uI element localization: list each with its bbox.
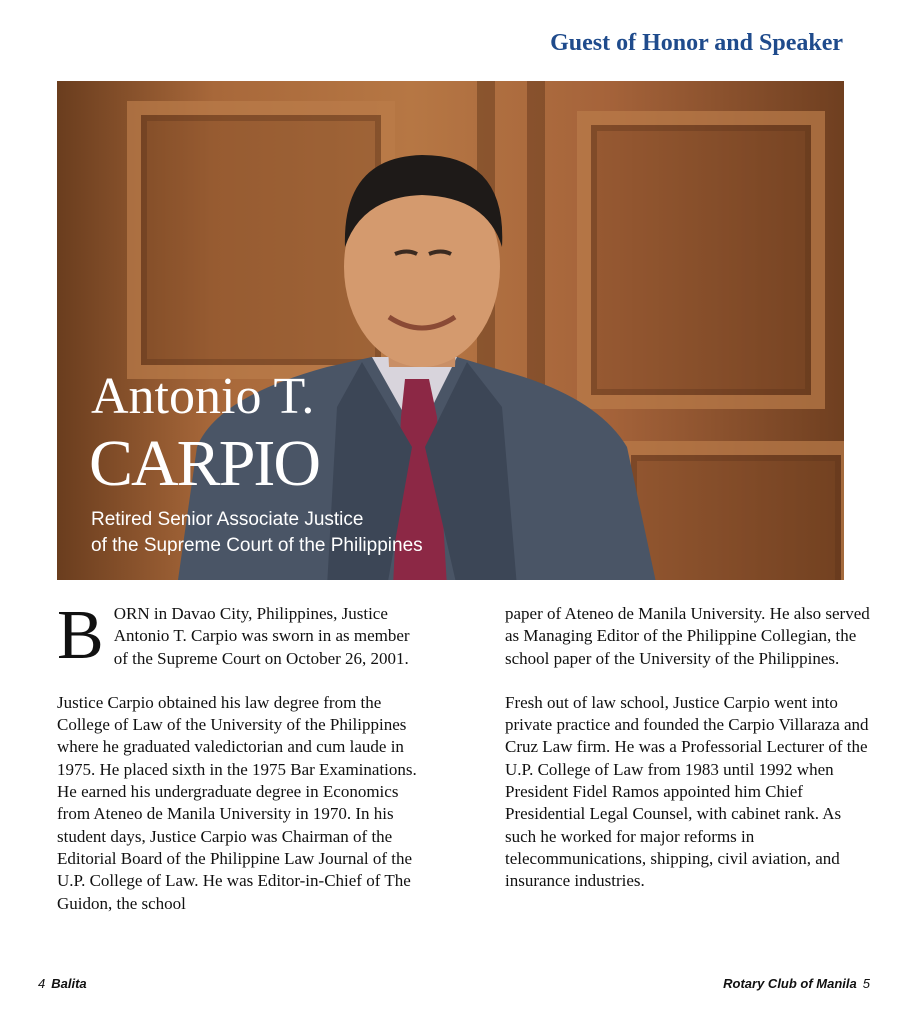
article-paragraph [57,597,427,674]
footer-left [38,976,93,991]
article-paragraph: Fresh out of law school, Justice Carpio went into private practice and founded the Carpio Villaraza and Cruz Law firm. He was a Professorial Lecturer of the U.P. College of Law from 1983 until 1992 when President Fidel Ramos appointed him Chief Presidential Legal Counsel, with cabinet rank. As such he worked for major reforms in telecommunications, shipping, civil aviation, and insurance industries. [505,692,869,891]
article-column-left [57,597,427,915]
drop-cap: B [57,597,104,674]
publication-name: Balita [51,976,87,991]
speaker-last-name: CARPIO [89,427,320,500]
page-number: 5 [862,976,870,991]
paragraph-text: ORN in Davao City, Philippines, Justice Antonio T. Carpio was sworn in as member of the Supreme Court on October 26, 2001. [113,604,410,668]
hero-photo [57,81,844,580]
speaker-title-line1: Retired Senior Associate Justice [91,509,364,530]
page-number: 4 [38,976,46,991]
hero-caption [89,368,423,559]
speaker-title-line2: of the Supreme Court of the Philippines [91,535,423,556]
section-title: Guest of Honor and Speaker [550,30,843,56]
article-column-right [505,603,875,893]
footer-right [717,976,870,991]
speaker-first-name: Antonio T. [91,368,315,425]
article-paragraph: paper of Ateneo de Manila University. He also served as Managing Editor of the Philippine Collegian, the school paper of the University of the Philippines. [505,604,870,668]
organization-name: Rotary Club of Manila [723,976,857,991]
article-paragraph: Justice Carpio obtained his law degree from the College of Law of the University of the Philippines where he graduated valedictorian and cum laude in 1975. He placed sixth in the 1975 Bar Examinations. He earned his undergraduate degree in Economics from Ateneo de Manila University in 1970. In his student days, Justice Carpio was Chairman of the Editorial Board of the Philippine Law Journal of the U.P. College of Law. He was Editor-in-Chief of The Guidon, the school [57,692,417,913]
